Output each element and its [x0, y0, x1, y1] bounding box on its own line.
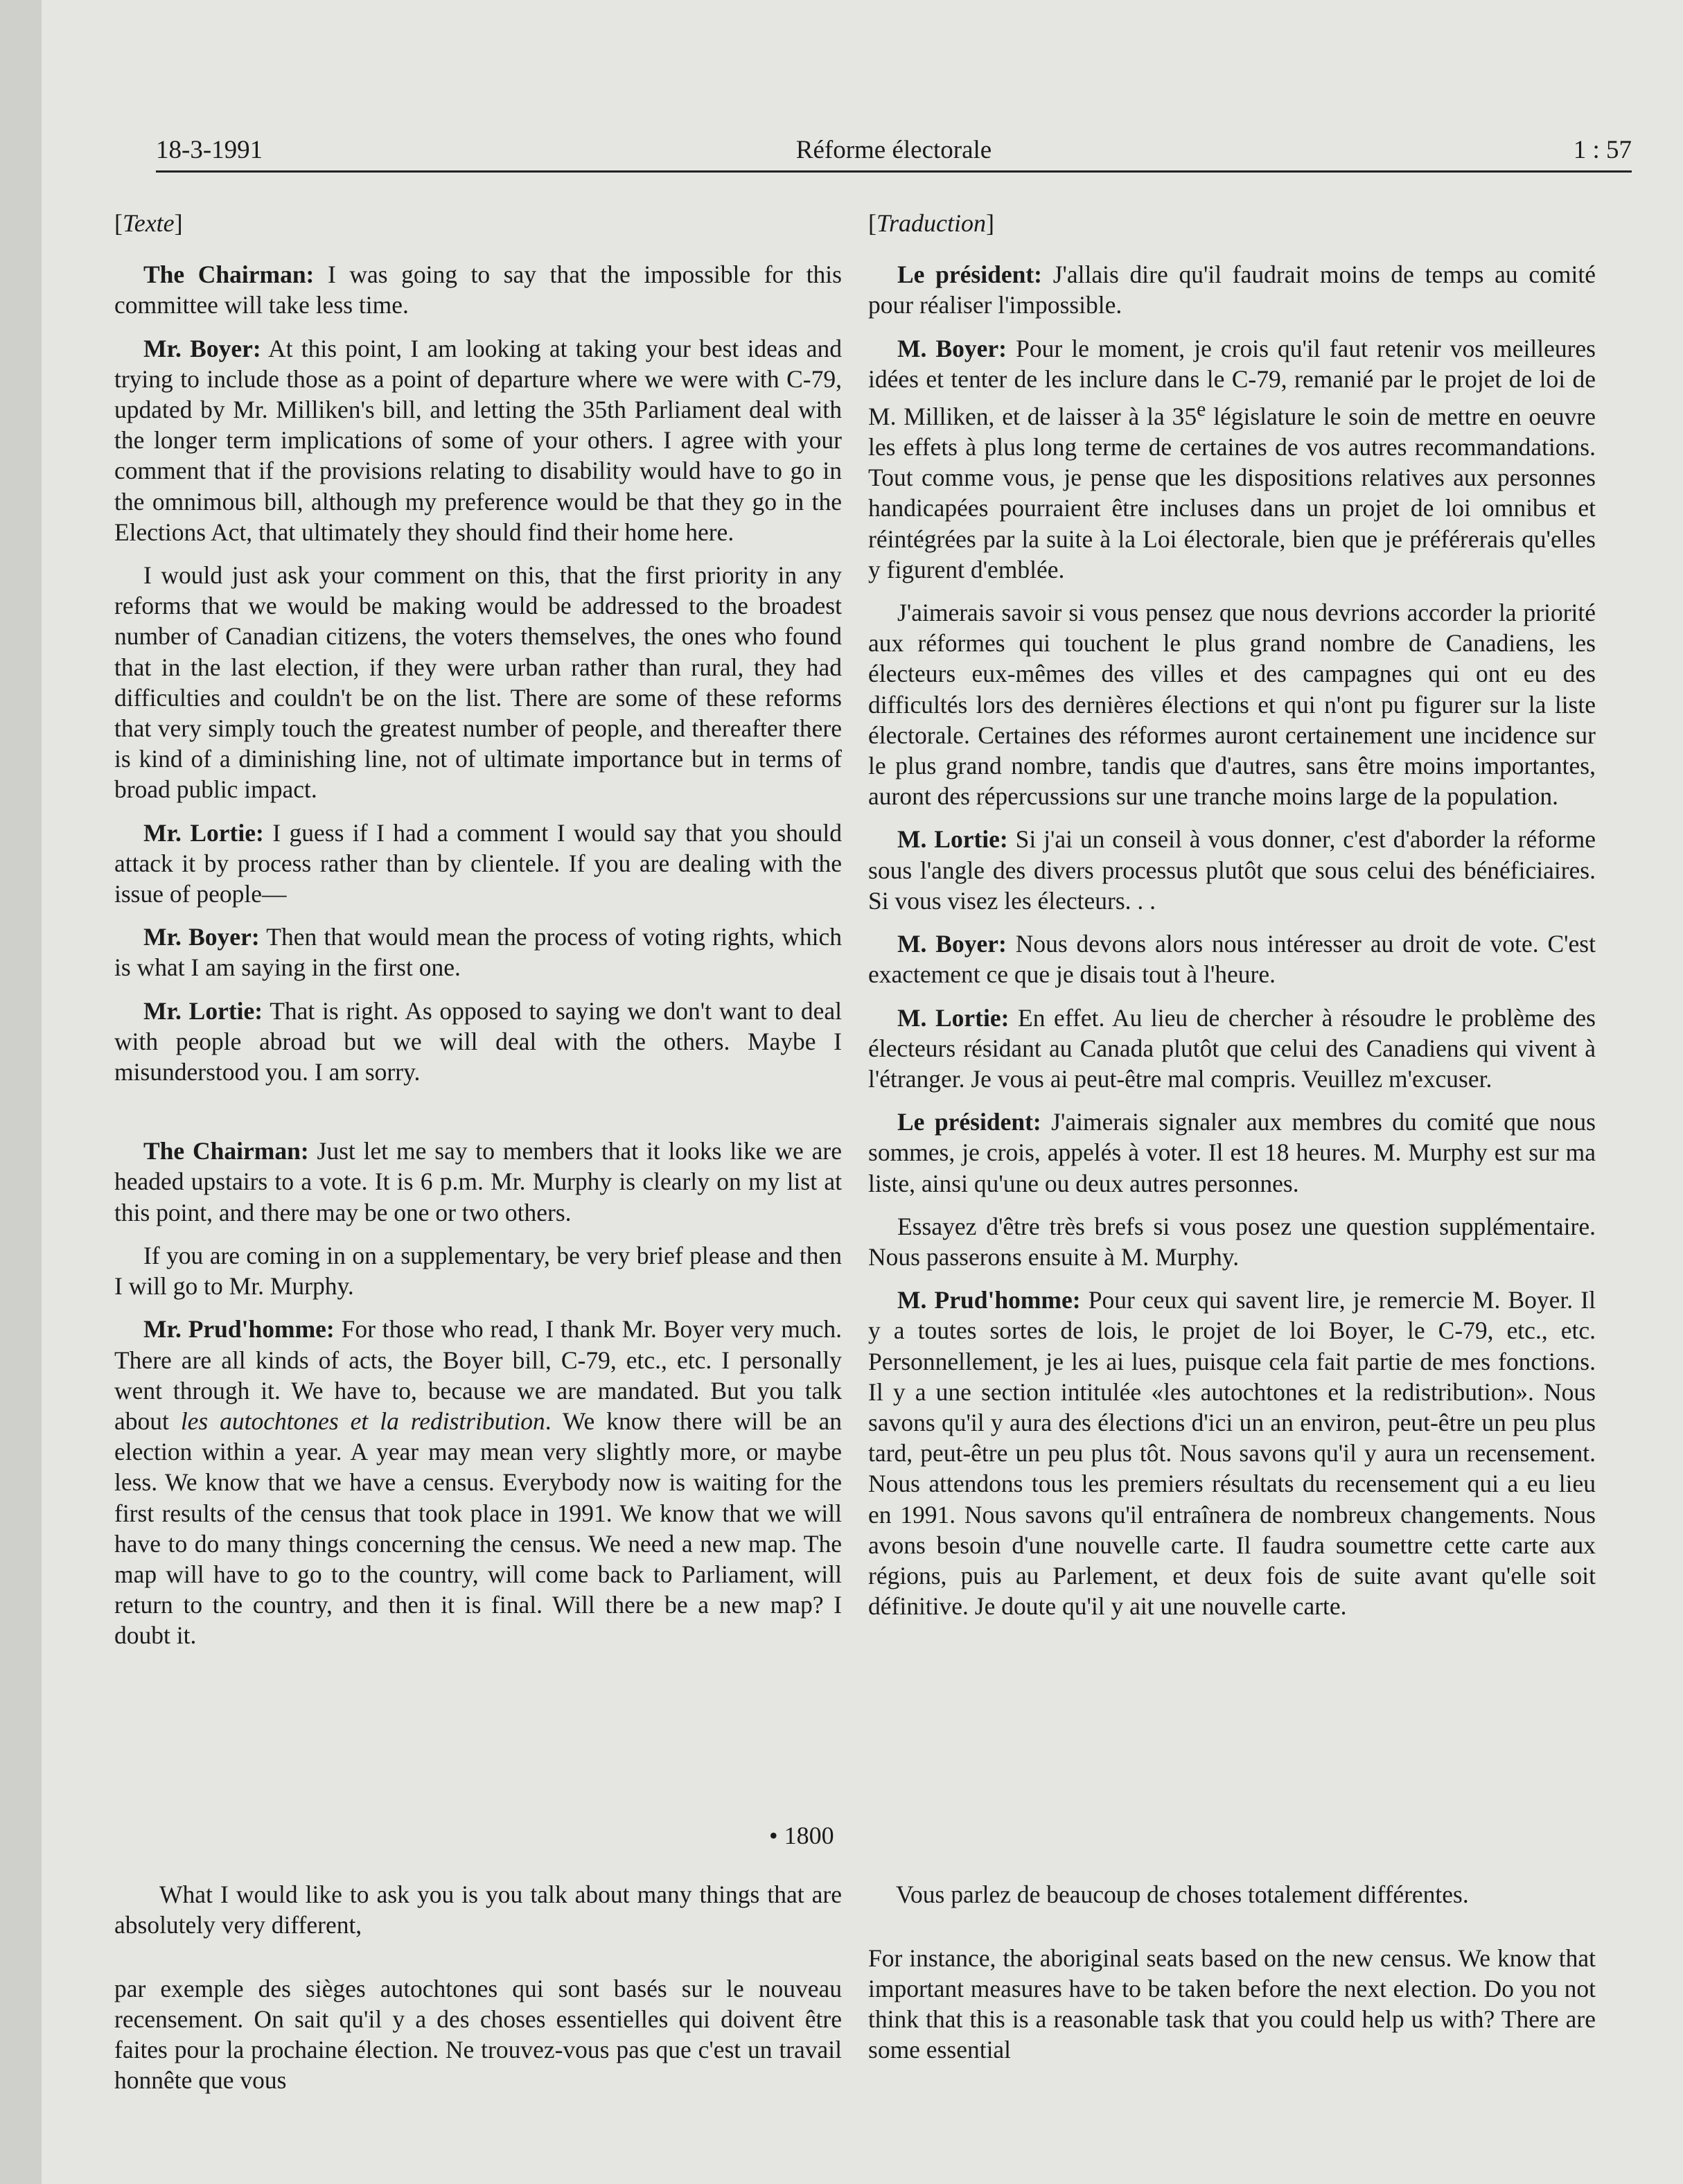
left-paragraph: Mr. Prud'homme: For those who read, I thank Mr. Boyer very much. There are all kinds of acts, the Boyer bill, C-79, etc., etc. I personally went through it. We have to, because we are mandated. But you talk about les autochtones et la redistribution. We know there will be an election within a year. A year may mean very slightly more, or maybe less. We know that we have a census. Everybody now is waiting for the first results of the census that took place in 1991. We know that we will have to do many things concerning the census. We need a new map. The map will have to go to the country, will come back to Parliament, will return to the country, and then it is final. Will there be a new map? I doubt it. — [114, 1315, 843, 1650]
left-paragraph: Mr. Boyer: Then that would mean the process of voting rights, which is what I am saying in the first one. — [114, 923, 842, 982]
header-page-number: 1 : 57 — [1573, 136, 1632, 164]
bottom-right-english: For instance, the aboriginal seats based on the new census. We know that important measures have to be taken before the next election. Do you not think that this is a reasonable task that you could help us with? There are some essential — [868, 1944, 1596, 2063]
bottom-right-block — [868, 1879, 1596, 2098]
left-paragraph: If you are coming in on a supplementary, be very brief please and then I will go to Mr. Murphy. — [114, 1241, 842, 1301]
right-paragraph: J'aimerais savoir si vous pensez que nous devrions accorder la priorité aux réformes qui touchent le plus grand nombre de Canadiens, les électeurs eux-mêmes des villes et des campagnes qui ont eu des difficultés lors des dernières élections et qui n'ont pu figurer sur la liste électorale. Certaines des réformes auront certainement une incidence sur le plus grand nombre, tandis que d'autres, sans être moins importantes, auront des répercussions sur une tranche moins large de la population. — [868, 599, 1596, 811]
right-paragraph: Le président: J'aimerais signaler aux membres du comité que nous sommes, je crois, appelés à voter. Il est 18 heures. M. Murphy est sur ma liste, ainsi qu'une ou deux autres personnes. — [868, 1108, 1596, 1197]
page-header — [156, 125, 1632, 173]
right-column — [868, 208, 1596, 1634]
bottom-left-block — [114, 1879, 842, 2129]
right-paragraph: M. Lortie: En effet. Au lieu de chercher à résoudre le problème des électeurs résidant au Canada plutôt que celui des Canadiens qui vivent à l'étranger. Je vous ai peut-être mal compris. Veuillez m'excuser. — [868, 1003, 1596, 1093]
right-paragraph: Essayez d'être très brefs si vous posez une question supplémentaire. Nous passerons ensuite à M. Murphy. — [868, 1212, 1596, 1271]
bottom-left-question: What I would like to ask you is you talk about many things that are absolutely very different, — [114, 1881, 842, 1939]
bottom-right-question: Vous parlez de beaucoup de choses totalement différentes. — [896, 1881, 1469, 1908]
left-paragraph: I would just ask your comment on this, that the first priority in any reforms that we would be making would be addressed to the broadest number of Canadian citizens, the voters themselves, the ones who found that in the last election, if they were urban rather than rural, they had difficulties and couldn't be on the list. There are some of these reforms that very simply touch the greatest number of people, and thereafter there is kind of a diminishing line, not of ultimate importance but in terms of broad public impact. — [114, 561, 842, 804]
right-paragraph: M. Boyer: Pour le moment, je crois qu'il faut retenir vos meilleures idées et tenter de les inclure dans le C-79, remanié par le projet de loi de M. Milliken, et de laisser à la 35e législature le soin de mettre en oeuvre les effets à plus long terme de certaines de vos autres recommandations. Tout comme vous, je pense que les dispositions relatives aux personnes handicapées pourraient être incluses dans un projet de loi omnibus et réintégrées par la suite à la Loi électorale, bien que je préférerais qu'elles y figurent d'emblée. — [868, 334, 1596, 583]
right-paragraph: Le président: J'allais dire qu'il faudrait moins de temps au comité pour réaliser l'impossible. — [868, 261, 1596, 319]
left-paragraph: Mr. Lortie: That is right. As opposed to saying we don't want to deal with people abroad but we will deal with the others. Maybe I misunderstood you. I am sorry. — [114, 996, 842, 1086]
left-tag: [Texte] — [114, 209, 183, 237]
left-column — [114, 208, 842, 1664]
left-paragraph: The Chairman: I was going to say that the impossible for this committee will take less time. — [114, 261, 842, 319]
left-paragraph: The Chairman: Just let me say to members that it looks like we are headed upstairs to a vote. It is 6 p.m. Mr. Murphy is clearly on my list at this point, and there may be one or two others. — [114, 1137, 842, 1226]
right-paragraph: M. Prud'homme: Pour ceux qui savent lire, je remercie M. Boyer. Il y a toutes sortes de lois, le projet de loi Boyer, le C-79, etc., etc. Personnellement, je les ai lues, puisque cela fait partie de mes fonctions. Il y a une section intitulée «les autochtones et la redistribution». Nous savons qu'il y aura des élections d'ici un an environ, peut-être un peu plus tard, peut-être un peu plus tôt. Nous savons qu'il y aura un recensement. Nous attendons tous les premiers résultats du recensement qui a eu lieu en 1991. Nous savons qu'il entraînera de nombreux changements. Nous avons besoin d'une nouvelle carte. Il faudra soumettre cette carte aux régions, puis au Parlement, et deux fois de suite avant qu'elle soit définitive. Je doute qu'il y ait une nouvelle carte. — [868, 1286, 1596, 1621]
right-tag: [Traduction] — [868, 209, 995, 237]
left-paragraph: Mr. Boyer: At this point, I am looking at taking your best ideas and trying to include those as a point of departure where we were with C-79, updated by Mr. Milliken's bill, and letting the 35th Parliament deal with the longer term implications of some of your others. I agree with your comment that if the provisions relating to disability would have to go in the omnimous bill, although my preference would be that they go in the Elections Act, that ultimately they should find their home here. — [114, 334, 842, 546]
header-date: 18-3-1991 — [156, 136, 263, 164]
time-marker: • 1800 — [769, 1822, 834, 1849]
header-title: Réforme électorale — [795, 136, 992, 164]
right-paragraph: M. Boyer: Nous devons alors nous intéresser au droit de vote. C'est exactement ce que je disais tout à l'heure. — [868, 930, 1596, 989]
right-paragraph: M. Lortie: Si j'ai un conseil à vous donner, c'est d'aborder la réforme sous l'angle des divers processus plutôt que sous celui des bénéficiaires. Si vous visez les électeurs. . . — [868, 825, 1596, 915]
left-paragraph: Mr. Lortie: I guess if I had a comment I would say that you should attack it by process rather than by clientele. If you are dealing with the issue of people— — [114, 818, 842, 908]
bottom-left-french: par exemple des sièges autochtones qui sont basés sur le nouveau recensement. On sait qu'il y a des choses essentielles qui doivent être faites pour la prochaine élection. Ne trouvez-vous pas que c'est un travail honnête que vous — [114, 1975, 842, 2094]
